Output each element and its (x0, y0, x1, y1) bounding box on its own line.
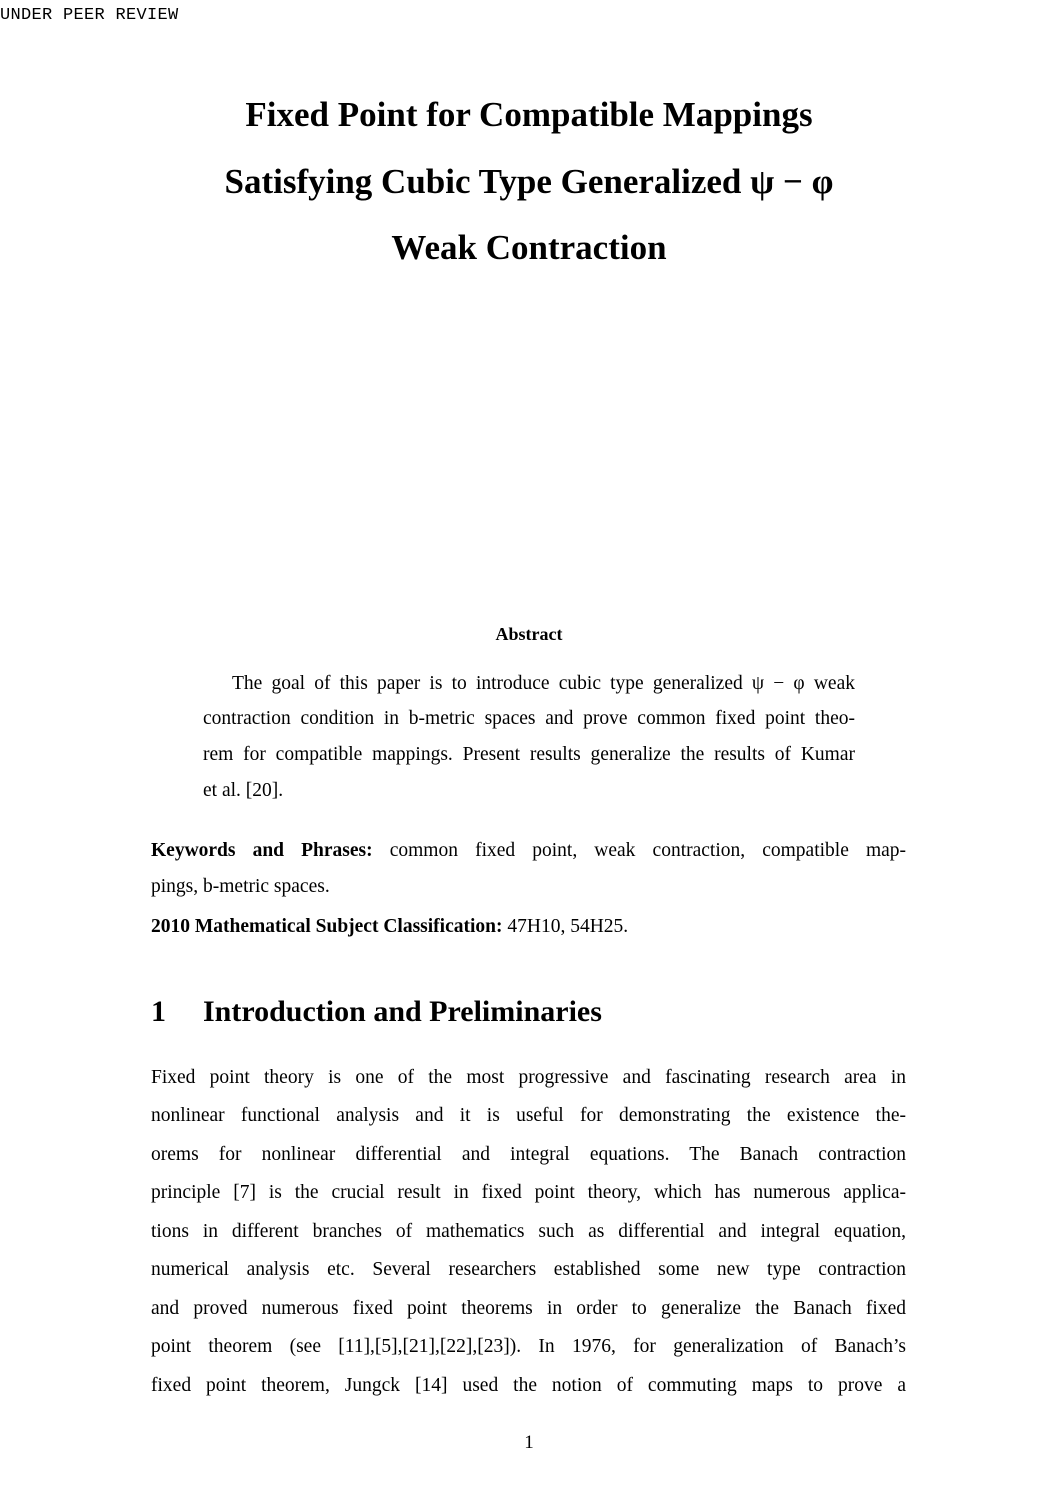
title-line-2: Satisfying Cubic Type Generalized ψ − φ (224, 162, 834, 201)
section-title: Introduction and Preliminaries (203, 995, 602, 1028)
section-number: 1 (151, 995, 166, 1028)
body-line: orems for nonlinear differential and integral equations. The Banach contraction (151, 1144, 906, 1165)
keywords-line (151, 840, 906, 862)
abstract-heading: Abstract (495, 624, 563, 644)
abstract-line: rem for compatible mappings. Present results generalize the results of Kumar (203, 744, 855, 765)
body-line: and proved numerous fixed point theorems in order to generalize the Banach fixed (151, 1298, 906, 1319)
keywords-line-2: pings, b-metric spaces. (151, 876, 330, 897)
body-line: numerical analysis etc. Several researchers established some new type contraction (151, 1259, 906, 1280)
body-line: Fixed point theory is one of the most progressive and fascinating research area in (151, 1067, 906, 1088)
body-line: tions in different branches of mathematics such as differential and integral equation, (151, 1221, 906, 1242)
review-header: UNDER PEER REVIEW (0, 6, 179, 25)
title-line-3: Weak Contraction (391, 228, 667, 267)
abstract-line: et al. [20]. (203, 780, 284, 801)
msc-value: 47H10, 54H25. (507, 916, 629, 937)
section-heading (151, 995, 602, 1029)
keywords-text: common fixed point, weak contraction, compatible map- (389, 840, 907, 861)
abstract-line: contraction condition in b-metric spaces and prove common fixed point theo- (203, 708, 855, 729)
keywords-label: Keywords and Phrases: (151, 840, 373, 861)
msc-label: 2010 Mathematical Subject Classification: (151, 916, 503, 937)
title-line-1: Fixed Point for Compatible Mappings (245, 95, 813, 134)
body-line: fixed point theorem, Jungck [14] used the notion of commuting maps to prove a (151, 1375, 906, 1396)
msc-line (151, 916, 628, 938)
body-line: nonlinear functional analysis and it is useful for demonstrating the existence the- (151, 1105, 906, 1126)
body-line: principle [7] is the crucial result in fixed point theory, which has numerous applica- (151, 1182, 906, 1203)
body-line: point theorem (see [11],[5],[21],[22],[23]). In 1976, for generalization of Banach’s (151, 1336, 906, 1357)
page-number: 1 (524, 1432, 534, 1453)
abstract-line: The goal of this paper is to introduce cubic type generalized ψ − φ weak (232, 673, 855, 694)
